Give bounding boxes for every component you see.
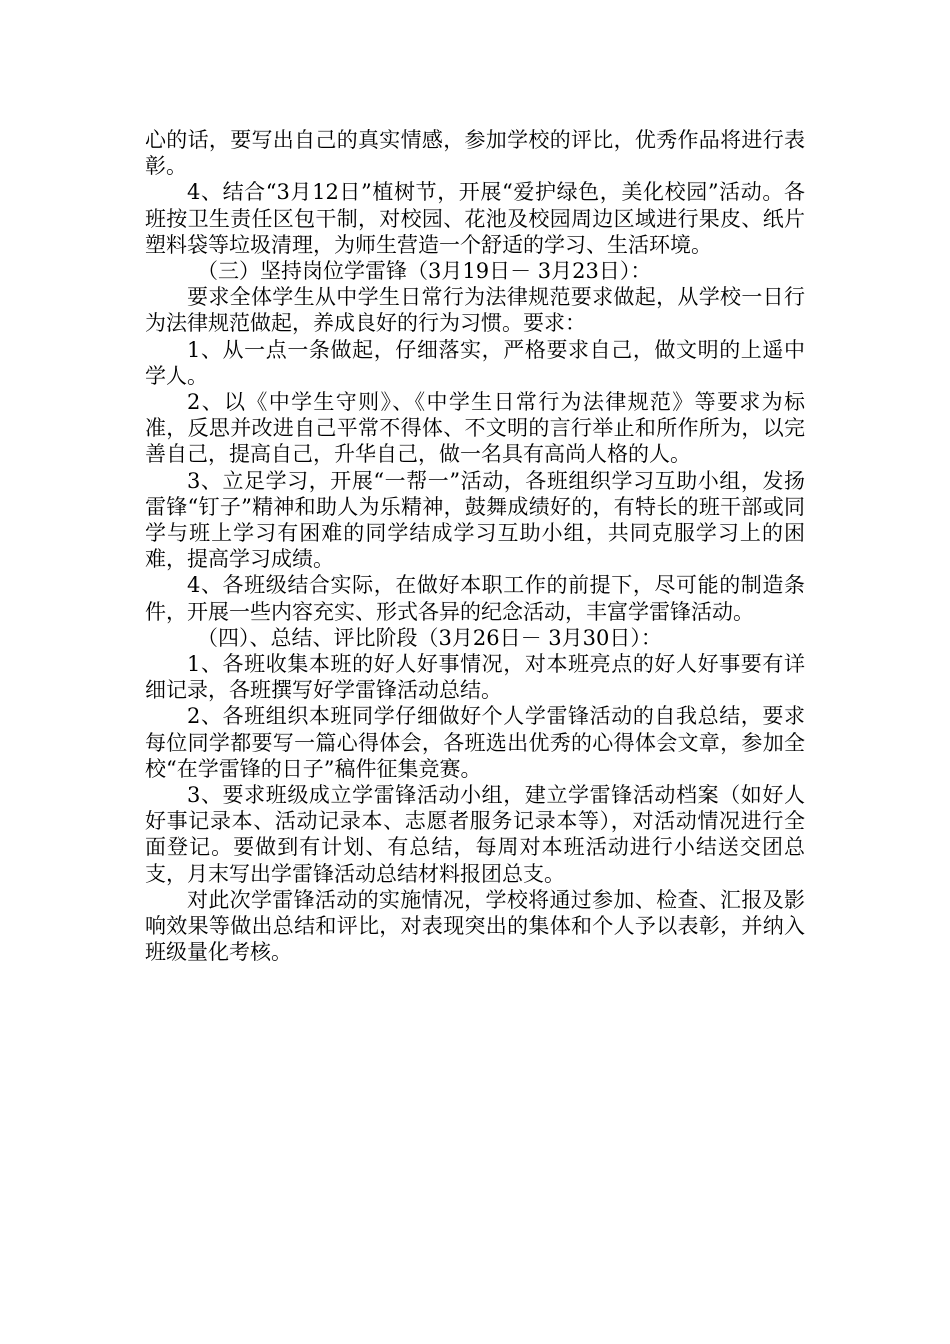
- paragraph-requirements-intro: 要求全体学生从中学生日常行为法律规范要求做起，从学校一日行为法律规范做起，养成良好的行为习惯。要求：: [145, 285, 805, 336]
- document-page: [145, 127, 805, 966]
- paragraph-conclusion: 对此次学雷锋活动的实施情况，学校将通过参加、检查、汇报及影响效果等做出总结和评比，对表现突出的集体和个人予以表彰，并纳入班级量化考核。: [145, 887, 805, 965]
- paragraph-summary-1: 1、各班收集本班的好人好事情况，对本班亮点的好人好事要有详细记录，各班撰写好学雷锋活动总结。: [145, 652, 805, 703]
- paragraph-summary-2: 2、各班组织本班同学仔细做好个人学雷锋活动的自我总结，要求每位同学都要写一篇心得体会，各班选出优秀的心得体会文章，参加全校“在学雷锋的日子”稿件征集竞赛。: [145, 704, 805, 781]
- section-heading-3: （三）坚持岗位学雷锋（3月19日－ 3月23日）：: [197, 259, 652, 284]
- paragraph-requirement-2: 2、以《中学生守则》、《中学生日常行为法律规范》等要求为标准，反思并改进自己平常不得体、不文明的言行举止和所作所为，以完善自己，提高自己，升华自己，做一名具有高尚人格的人。: [145, 390, 805, 467]
- paragraph-continuation: 心的话，要写出自己的真实情感，参加学校的评比，优秀作品将进行表彰。: [145, 128, 805, 179]
- paragraph-tree-planting: 4、结合“3月12日”植树节，开展“爱护绿色，美化校园”活动。各班按卫生责任区包干制，对校园、花池及校园周边区域进行果皮、纸片塑料袋等垃圾清理，为师生营造一个舒适的学习、生活环境。: [145, 180, 805, 257]
- paragraph-summary-3: 3、要求班级成立学雷锋活动小组，建立学雷锋活动档案（如好人好事记录本、活动记录本、志愿者服务记录本等），对活动情况进行全面登记。要做到有计划、有总结，每周对本班活动进行小结送交团总支，月末写出学雷锋活动总结材料报团总支。: [145, 783, 805, 886]
- paragraph-requirement-4: 4、各班级结合实际，在做好本职工作的前提下，尽可能的制造条件，开展一些内容充实、形式各异的纪念活动，丰富学雷锋活动。: [145, 573, 805, 624]
- section-heading-4: （四）、总结、评比阶段（3月26日－ 3月30日）：: [197, 625, 662, 650]
- paragraph-requirement-3: 3、立足学习，开展“一帮一”活动，各班组织学习互助小组，发扬雷锋“钉子”精神和助人为乐精神，鼓舞成绩好的，有特长的班干部或同学与班上学习有困难的同学结成学习互助小组，共同克服学习上的困难，提高学习成绩。: [145, 468, 805, 572]
- paragraph-requirement-1: 1、从一点一条做起，仔细落实，严格要求自己，做文明的上遥中学人。: [145, 337, 805, 388]
